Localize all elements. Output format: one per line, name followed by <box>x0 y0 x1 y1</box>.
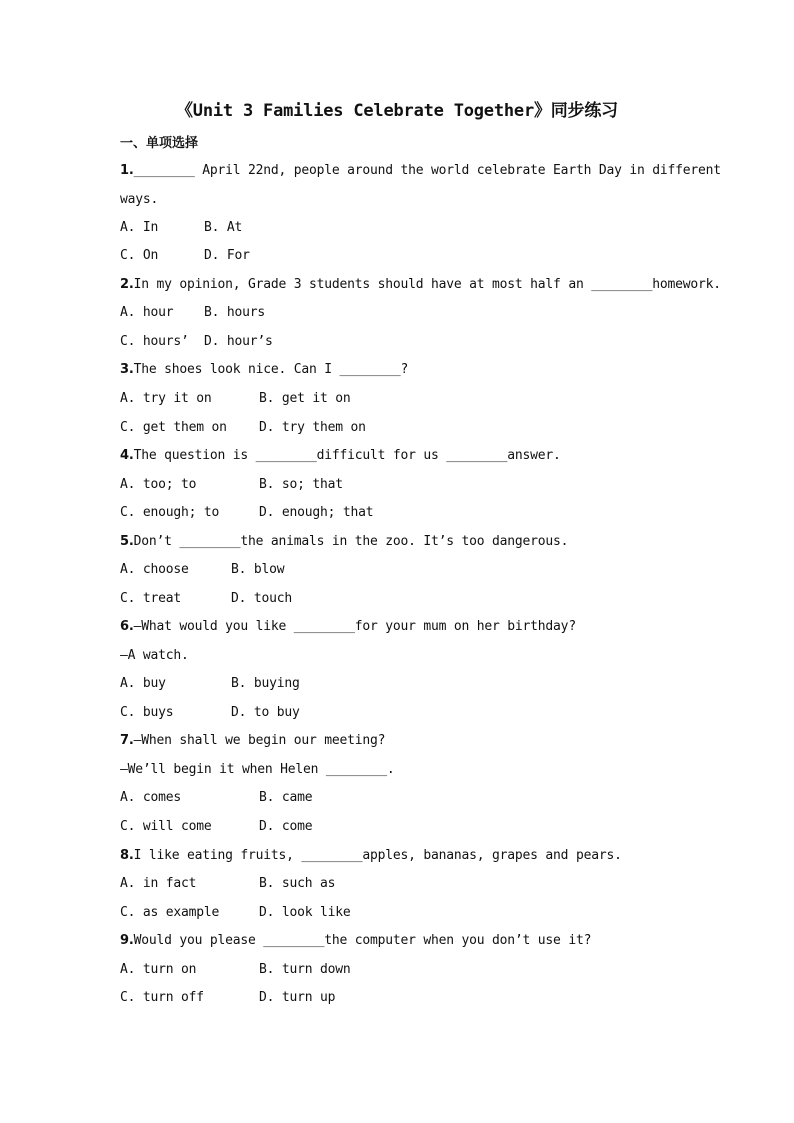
question-number: 3. <box>120 362 134 377</box>
question-2-options-row-1 <box>120 305 720 323</box>
question-2-options-row-2 <box>120 334 720 352</box>
option-a: A. too; to <box>120 477 197 492</box>
question-3-options-row-1 <box>120 391 720 409</box>
question-8-options-row-1 <box>120 876 720 894</box>
question-3-stem <box>120 362 408 377</box>
question-text: The question is ________difficult for us ________answer. <box>133 448 561 463</box>
page-title: 《Unit 3 Families Celebrate Together》同步练习 <box>176 101 618 121</box>
option-c: C. buys <box>120 705 174 720</box>
question-text: —When shall we begin our meeting? <box>133 733 386 748</box>
option-a: A. try it on <box>120 391 212 406</box>
question-6-stem <box>120 619 576 634</box>
question-9-options-row-2 <box>120 990 720 1008</box>
question-text: The shoes look nice. Can I ________? <box>133 362 409 377</box>
question-number: 8. <box>120 848 134 863</box>
option-d: D. look like <box>259 905 351 920</box>
question-4-options-row-2 <box>120 505 720 523</box>
option-b: B. get it on <box>259 391 351 406</box>
section-heading: 一、单项选择 <box>120 136 199 151</box>
question-6-options-row-1 <box>120 676 720 694</box>
question-7-stem <box>120 733 385 748</box>
option-d: D. try them on <box>259 420 366 435</box>
option-d: D. touch <box>231 591 293 606</box>
option-c: C. enough; to <box>120 505 220 520</box>
option-b: B. turn down <box>259 962 351 977</box>
option-b: B. At <box>204 220 243 235</box>
question-text: ________ April 22nd, people around the world celebrate Earth Day in different <box>133 163 721 178</box>
option-a: A. buy <box>120 676 166 691</box>
option-c: C. will come <box>120 819 212 834</box>
question-1-options-row-1 <box>120 220 720 238</box>
question-1-stem-continued: ways. <box>120 192 159 207</box>
option-c: C. as example <box>120 905 220 920</box>
question-number: 6. <box>120 619 134 634</box>
question-number: 7. <box>120 733 134 748</box>
question-2-stem <box>120 277 721 292</box>
option-d: D. turn up <box>259 990 336 1005</box>
question-9-options-row-1 <box>120 962 720 980</box>
option-d: D. hour’s <box>204 334 273 349</box>
option-b: B. such as <box>259 876 336 891</box>
option-b: B. came <box>259 790 313 805</box>
question-1-options-row-2 <box>120 248 720 266</box>
question-number: 2. <box>120 277 134 292</box>
question-number: 9. <box>120 933 134 948</box>
option-c: C. treat <box>120 591 182 606</box>
option-a: A. choose <box>120 562 189 577</box>
question-9-stem <box>120 933 591 948</box>
question-4-options-row-1 <box>120 477 720 495</box>
option-a: A. In <box>120 220 159 235</box>
option-c: C. hours’ <box>120 334 189 349</box>
option-a: A. hour <box>120 305 174 320</box>
question-5-stem <box>120 534 568 549</box>
question-number: 1. <box>120 163 134 178</box>
question-7-options-row-1 <box>120 790 720 808</box>
option-d: D. come <box>259 819 313 834</box>
question-7-options-row-2 <box>120 819 720 837</box>
option-d: D. to buy <box>231 705 300 720</box>
option-b: B. buying <box>231 676 300 691</box>
question-8-stem <box>120 848 622 863</box>
option-b: B. hours <box>204 305 266 320</box>
option-b: B. so; that <box>259 477 343 492</box>
option-c: C. turn off <box>120 990 204 1005</box>
question-7-stem-continued: —We’ll begin it when Helen ________. <box>120 762 395 777</box>
question-text: —What would you like ________for your mum on her birthday? <box>133 619 576 634</box>
option-c: C. get them on <box>120 420 227 435</box>
question-text: Don’t ________the animals in the zoo. It’s too dangerous. <box>133 534 569 549</box>
question-5-options-row-1 <box>120 562 720 580</box>
option-b: B. blow <box>231 562 285 577</box>
question-text: Would you please ________the computer when you don’t use it? <box>133 933 592 948</box>
option-d: D. For <box>204 248 250 263</box>
question-5-options-row-2 <box>120 591 720 609</box>
question-8-options-row-2 <box>120 905 720 923</box>
option-c: C. On <box>120 248 159 263</box>
question-4-stem <box>120 448 561 463</box>
option-d: D. enough; that <box>259 505 374 520</box>
option-a: A. turn on <box>120 962 197 977</box>
question-3-options-row-2 <box>120 420 720 438</box>
question-6-options-row-2 <box>120 705 720 723</box>
question-1-stem <box>120 163 721 178</box>
option-a: A. comes <box>120 790 182 805</box>
question-number: 5. <box>120 534 134 549</box>
question-text: I like eating fruits, ________apples, bananas, grapes and pears. <box>133 848 622 863</box>
question-6-stem-continued: —A watch. <box>120 648 189 663</box>
option-a: A. in fact <box>120 876 197 891</box>
question-text: In my opinion, Grade 3 students should have at most half an ________homework. <box>133 277 721 292</box>
question-number: 4. <box>120 448 134 463</box>
